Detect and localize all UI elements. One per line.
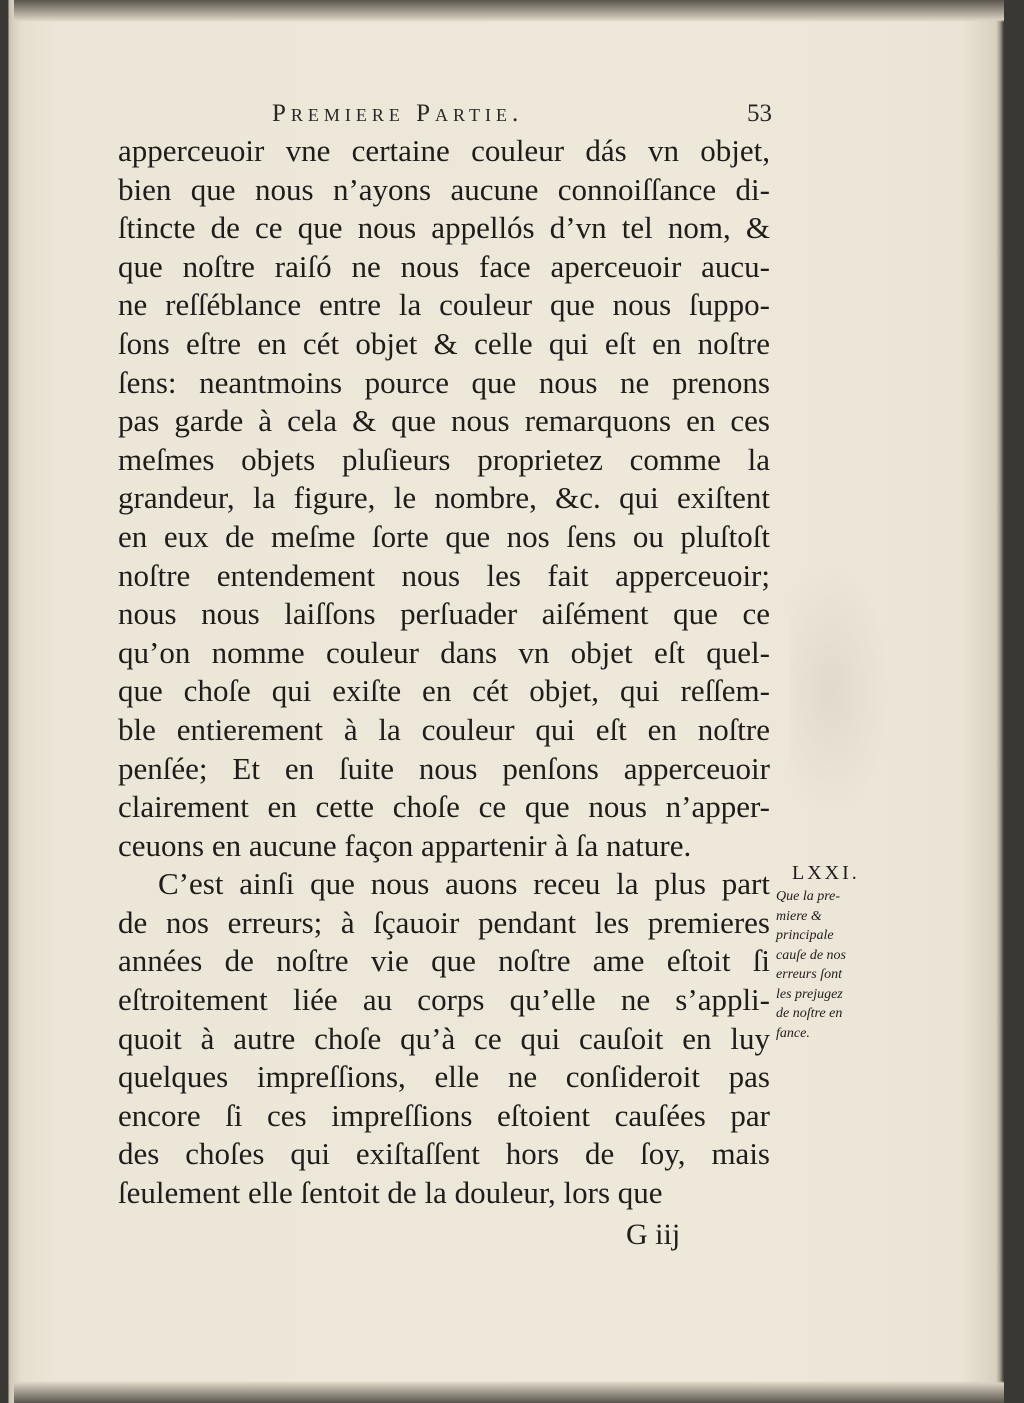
text-line: qu’on nomme couleur dans vn objet eſt quel-	[118, 634, 770, 670]
text-line: nous nous laiſſons perſuader aiſément que ce	[118, 596, 770, 632]
text-line: ſens: neantmoins pource que nous ne prenons	[118, 364, 770, 400]
text-line: que noſtre raiſó ne nous face aperceuoir aucu-	[118, 248, 770, 284]
text-line: encore ſi ces impreſſions eſtoient cauſées par	[118, 1097, 770, 1133]
text-line: noſtre entendement nous les fait apperceuoir;	[118, 557, 770, 593]
page-bottom-edge	[14, 1381, 1004, 1403]
body-text	[118, 132, 770, 1213]
margin-note-line: principale	[776, 928, 834, 943]
text-line: ceuons en aucune façon appartenir à ſa nature.	[118, 827, 692, 863]
text-line: apperceuoir vne certaine couleur dás vn objet,	[118, 133, 770, 168]
text-line: eſtroitement liée au corps qu’elle ne s’appli-	[118, 982, 770, 1018]
text-line: ne reſſéblance entre la couleur que nous ſuppo-	[118, 287, 770, 323]
margin-note-line: Que la pre-	[776, 889, 841, 904]
margin-note-line: fance.	[776, 1025, 810, 1041]
text-line: C’est ainſi que nous auons receu la plus part	[158, 866, 770, 902]
text-line: ble entierement à la couleur qui eſt en noſtre	[118, 711, 770, 747]
text-line: quoit à autre choſe qu’à ce qui cauſoit en luy	[118, 1020, 770, 1056]
margin-note-line: de noſtre en	[776, 1006, 843, 1021]
margin-note-line: erreurs ſont	[776, 967, 842, 982]
margin-note-number: LXXI.	[792, 862, 860, 884]
text-line: quelques impreſſions, elle ne conſideroit pas	[118, 1059, 770, 1095]
text-line: ſeulement elle ſentoit de la douleur, lors que	[118, 1175, 663, 1211]
ink-bleed-through	[790, 560, 890, 820]
text-line: penſée; Et en ſuite nous penſons apperceuoir	[118, 750, 770, 786]
page-number: 53	[747, 100, 772, 127]
margin-note	[776, 862, 886, 1043]
margin-note-line: cauſe de nos	[776, 947, 846, 963]
text-line: que choſe qui exiſte en cét objet, qui reſſem-	[118, 673, 770, 709]
text-line: ſons eſtre en cét objet & celle qui eſt en noſtre	[118, 325, 770, 361]
margin-note-line: les prejugez	[776, 986, 843, 1002]
catchword-signature: G iij	[626, 1218, 681, 1251]
text-line: bien que nous n’ayons aucune connoiſſance di-	[118, 171, 770, 207]
running-head-title: Premiere Partie.	[272, 100, 524, 127]
text-line: clairement en cette choſe ce que nous n’apper-	[118, 789, 770, 825]
text-line: ſtincte de ce que nous appellós d’vn tel nom, &	[118, 210, 770, 246]
text-line: des choſes qui exiſtaſſent hors de ſoy, mais	[118, 1136, 770, 1172]
text-line: en eux de meſme ſorte que nos ſens ou pluſtoſt	[118, 518, 770, 554]
text-line: meſmes objets pluſieurs proprietez comme la	[118, 441, 770, 477]
text-line: de nos erreurs; à ſçauoir pendant les premieres	[118, 904, 770, 940]
text-line: pas garde à cela & que nous remarquons en ces	[118, 403, 770, 439]
text-line: grandeur, la figure, le nombre, &c. qui exiſtent	[118, 480, 770, 516]
margin-note-line: miere &	[776, 908, 822, 924]
running-head	[272, 100, 772, 134]
page-top-edge	[14, 0, 1004, 22]
text-line: années de noſtre vie que noſtre ame eſtoit ſi	[118, 943, 770, 979]
